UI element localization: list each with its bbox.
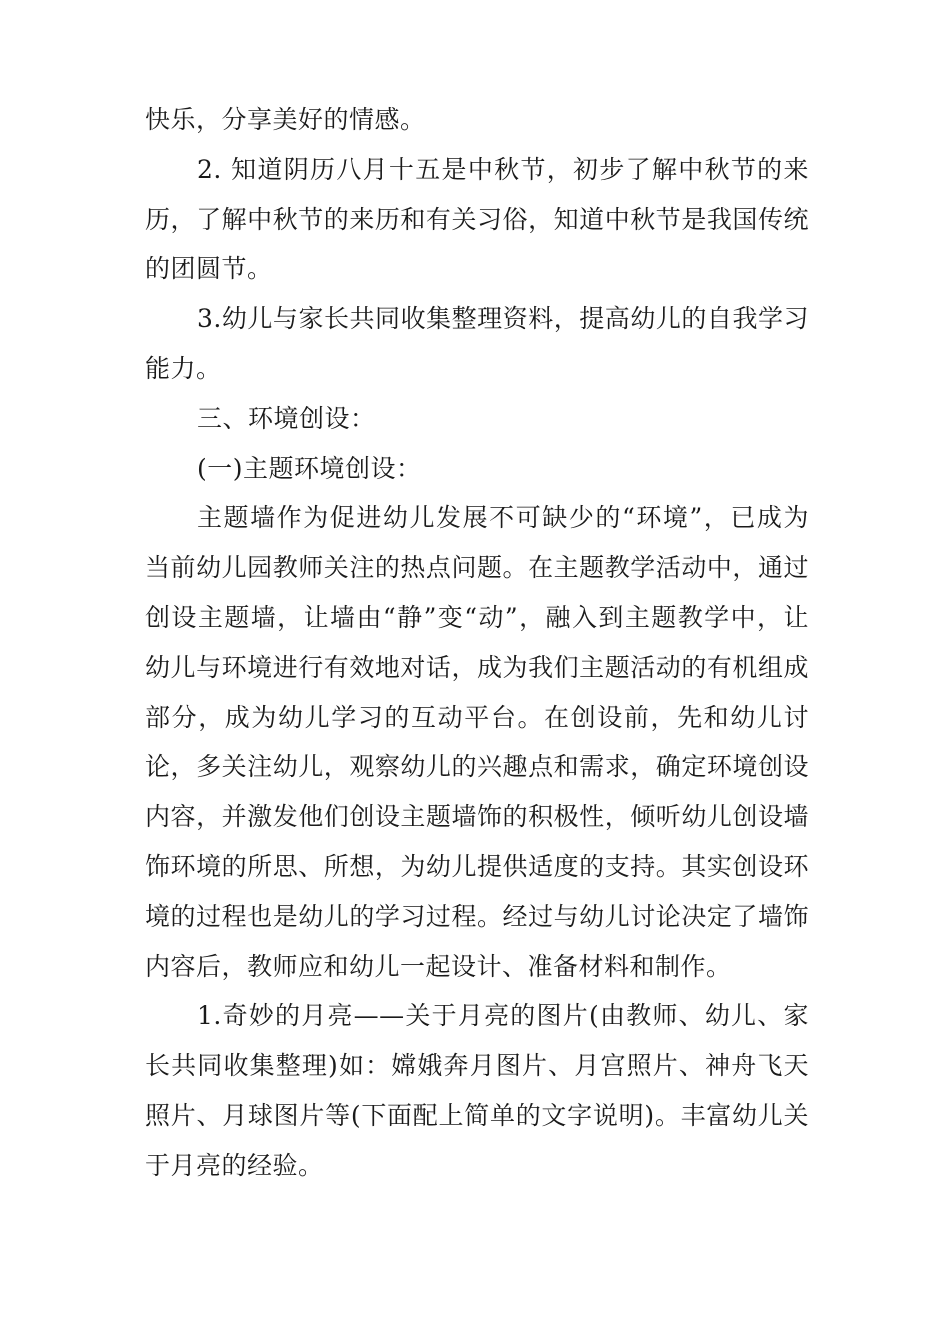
paragraph-closing-line: 快乐，分享美好的情感。	[145, 105, 426, 134]
document-body	[145, 95, 809, 1191]
paragraph-theme-wall: 主题墙作为促进幼儿发展不可缺少的“环境”，已成为当前幼儿园教师关注的热点问题。在主题教学活动中，通过创设主题墙，让墙由“静”变“动”，融入到主题教学中，让幼儿与环境进行有效地对话，成为我们主题活动的有机组成部分，成为幼儿学习的互动平台。在创设前，先和幼儿讨论，多关注幼儿，观察幼儿的兴趣点和需求，确定环境创设内容，并激发他们创设主题墙饰的积极性，倾听幼儿创设墙饰环境的所思、所想，为幼儿提供适度的支持。其实创设环境的过程也是幼儿的学习过程。经过与幼儿讨论决定了墙饰内容后，教师应和幼儿一起设计、准备材料和制作。	[145, 503, 809, 981]
paragraph-item-moon: 1.奇妙的月亮——关于月亮的图片(由教师、幼儿、家长共同收集整理)如：嫦娥奔月图片、月宫照片、神舟飞天照片、月球图片等(下面配上简单的文字说明)。丰富幼儿关于月亮的经验。	[145, 1001, 809, 1180]
section-heading-environment: 三、环境创设：	[197, 403, 376, 433]
subsection-heading-theme-environment: (一)主题环境创设：	[197, 453, 422, 483]
paragraph-goal-2: 2. 知道阴历八月十五是中秋节，初步了解中秋节的来历，了解中秋节的来历和有关习俗，知道中秋节是我国传统的团圆节。	[145, 154, 809, 284]
paragraph-goal-3: 3.幼儿与家长共同收集整理资料，提高幼儿的自我学习能力。	[145, 304, 809, 383]
